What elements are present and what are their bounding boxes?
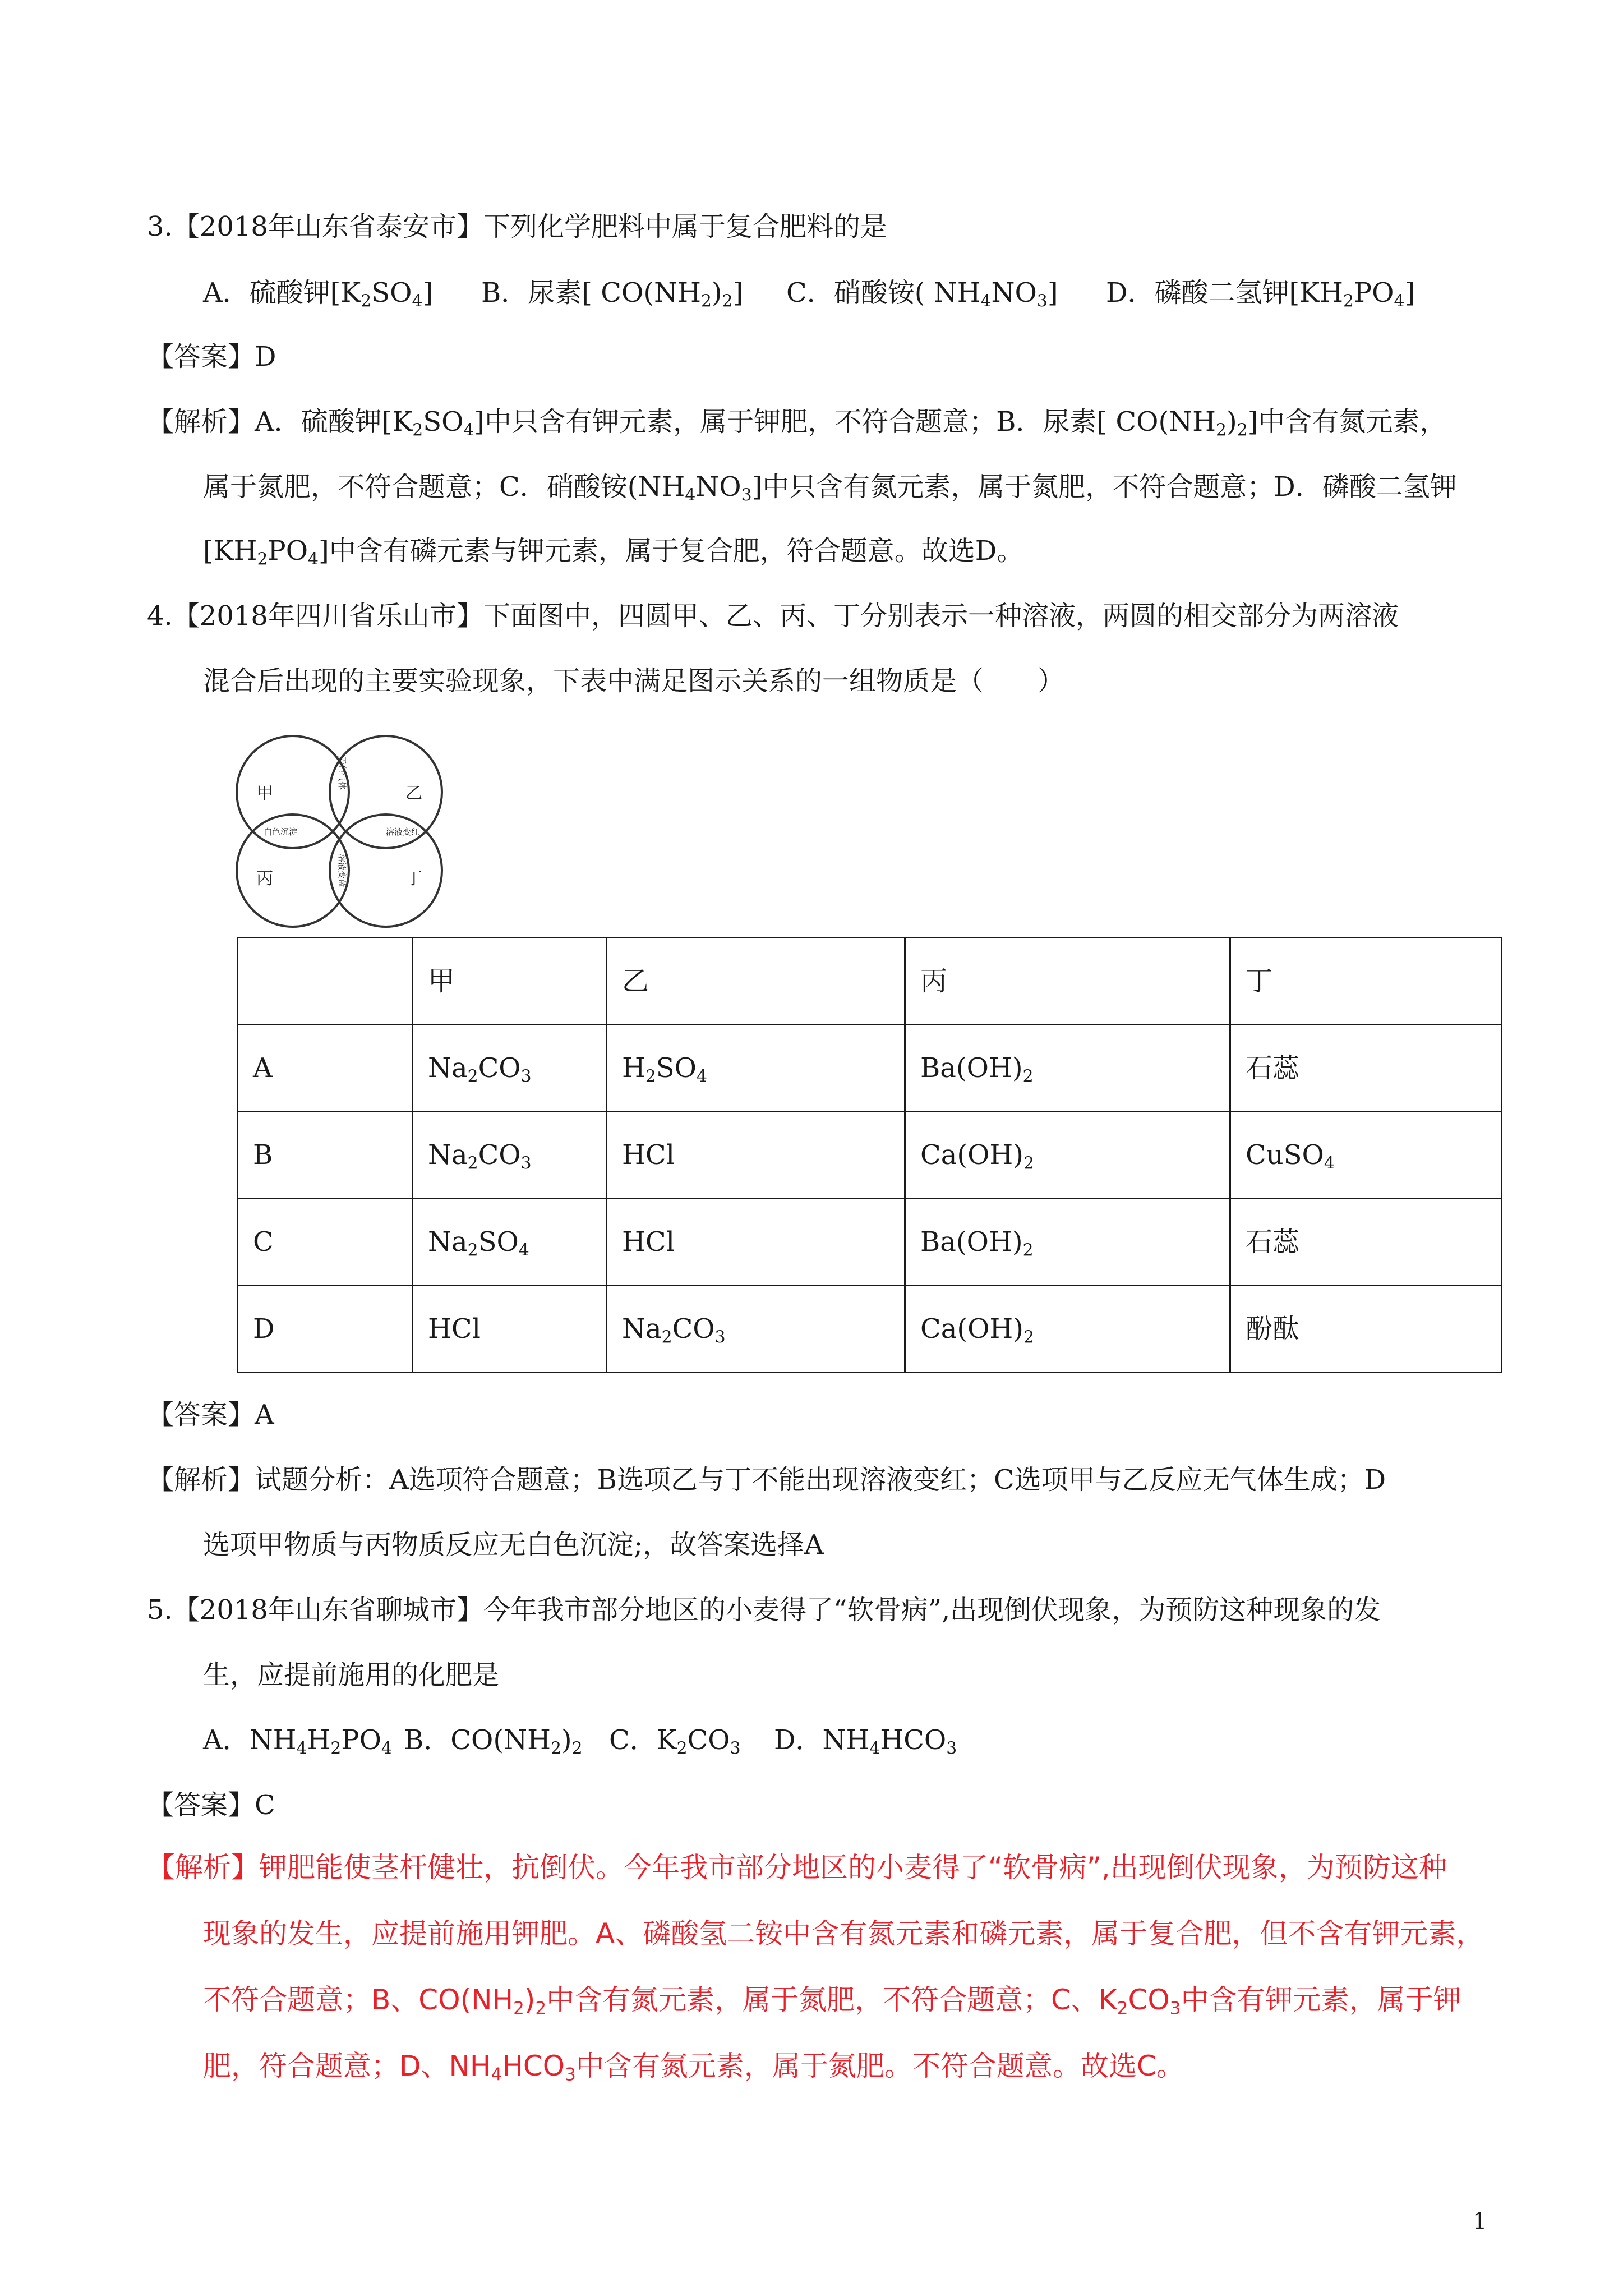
venn-overlap-bing-ding: 溶液变蓝 [337, 853, 347, 888]
q5-stem-line-2: 生，应提前施用的化肥是 [203, 1659, 500, 1691]
q5-analysis-line-2: 现象的发生，应提前施用钾肥。A、磷酸氢二铵中含有氮元素和磷元素，属于复合肥，但不含有钾元素， [203, 1917, 1484, 1950]
venn-overlap-jia-bing: 白色沉淀 [263, 827, 298, 837]
q3-stem: 3.【2018年山东省泰安市】下列化学肥料中属于复合肥料的是 [147, 211, 887, 242]
page-number: 1 [1473, 2208, 1487, 2234]
venn-overlap-yi-ding: 溶液变红 [385, 827, 420, 837]
table-cell: $H_2SO_4$ [607, 1025, 905, 1112]
table-cell: $Ba(OH)_2$ [905, 1199, 1230, 1286]
table-cell: D [238, 1286, 413, 1373]
options-table [237, 937, 1502, 1373]
venn-label-ding: 丁 [405, 869, 422, 889]
table-cell: $Ba(OH)_2$ [905, 1025, 1230, 1112]
table-cell: C [238, 1199, 413, 1286]
q5-analysis-line-4: 肥，符合题意；D、$NH_4HCO_3$中含有氮元素，属于氮肥。不符合题意。故选C。 [203, 2050, 1184, 2085]
table-header-cell: 丁 [1230, 938, 1502, 1025]
q3-answer: 【答案】D [147, 341, 276, 372]
table-cell: $Ca(OH)_2$ [905, 1286, 1230, 1373]
table-header-cell: 乙 [607, 938, 905, 1025]
q5-option-a: A．$NH_4H_2PO_4$ [203, 1724, 392, 1759]
table-row [238, 1025, 1502, 1112]
q5-answer: 【答案】C [147, 1789, 275, 1821]
venn-label-bing: 丙 [256, 869, 273, 889]
venn-diagram [224, 734, 477, 931]
q4-analysis-line-2: 选项甲物质与丙物质反应无白色沉淀;，故答案选择A [203, 1529, 824, 1561]
q3-analysis-line-1: 【解析】A．硫酸钾$[K_2SO_4]$中只含有钾元素，属于钾肥，不符合题意；B．尿素[ $CO(NH_2)_2$]中含有氮元素， [147, 406, 1447, 440]
q3-option-a: A．硫酸钾$[K_2SO_4]$ [203, 277, 434, 311]
q5-option-d: D．$NH_4HCO_3$ [774, 1724, 957, 1759]
q5-analysis-line-1: 【解析】钾肥能使茎杆健壮，抗倒伏。今年我市部分地区的小麦得了“软骨病”,出现倒伏现象，为预防这种 [147, 1851, 1447, 1884]
table-cell: $Na_2SO_4$ [413, 1199, 607, 1286]
table-cell: $Na_2CO_3$ [413, 1112, 607, 1199]
table-cell: HCl [413, 1286, 607, 1373]
q5-stem-line-1: 5.【2018年山东省聊城市】今年我市部分地区的小麦得了“软骨病”,出现倒伏现象，为预防这种现象的发 [147, 1594, 1381, 1626]
table-cell: HCl [607, 1112, 905, 1199]
table-cell: HCl [607, 1199, 905, 1286]
table-row [238, 1199, 1502, 1286]
table-cell: A [238, 1025, 413, 1112]
venn-overlap-jia-yi: 无色气体 [337, 756, 347, 790]
table-row [238, 1112, 1502, 1199]
q3-analysis-line-3: $[KH_2PO_4]$中含有磷元素与钾元素，属于复合肥，符合题意。故选D。 [203, 535, 1024, 569]
q4-answer: 【答案】A [147, 1399, 274, 1430]
table-header-row [238, 938, 1502, 1025]
table-header-cell: 甲 [413, 938, 607, 1025]
q4-stem-line-2: 混合后出现的主要实验现象，下表中满足图示关系的一组物质是（ ） [203, 665, 1065, 697]
table-header-cell [238, 938, 413, 1025]
venn-label-yi: 乙 [405, 784, 422, 803]
table-cell: $Na_2CO_3$ [607, 1286, 905, 1373]
q4-analysis-line-1: 【解析】试题分析：A选项符合题意；B选项乙与丁不能出现溶液变红；C选项甲与乙反应无气体生成；D [147, 1464, 1386, 1496]
q3-option-c: C．硝酸铵( $NH_4NO_3$] [786, 277, 1058, 311]
table-row [238, 1286, 1502, 1373]
table-cell: $Na_2CO_3$ [413, 1025, 607, 1112]
q5-option-b: B．$CO(NH_2)_2$ [404, 1724, 583, 1759]
table-cell: B [238, 1112, 413, 1199]
q5-analysis-line-3: 不符合题意；B、$CO(NH_2)_2$中含有氮元素，属于氮肥，不符合题意；C、$K_2CO_3$中含有钾元素，属于钾 [203, 1984, 1461, 2019]
q3-option-b: B．尿素[ $CO(NH_2)_2$] [481, 277, 744, 311]
table-cell: $Ca(OH)_2$ [905, 1112, 1230, 1199]
q4-stem-line-1: 4.【2018年四川省乐山市】下面图中，四圆甲、乙、丙、丁分别表示一种溶液，两圆的相交部分为两溶液 [147, 600, 1399, 632]
q3-analysis-line-2: 属于氮肥，不符合题意；C．硝酸铵$(NH_4NO_3]$中只含有氮元素，属于氮肥，不符合题意；D．磷酸二氢钾 [203, 471, 1457, 505]
table-cell: CuSO$_4$ [1230, 1112, 1502, 1199]
table-cell: 酚酞 [1230, 1286, 1502, 1373]
q3-option-d: D．磷酸二氢钾$[KH_2PO_4]$ [1106, 277, 1415, 311]
table-cell: 石蕊 [1230, 1025, 1502, 1112]
venn-label-jia: 甲 [256, 784, 273, 803]
table-header-cell: 丙 [905, 938, 1230, 1025]
table-cell: 石蕊 [1230, 1199, 1502, 1286]
q5-option-c: C．$K_2CO_3$ [609, 1724, 741, 1759]
